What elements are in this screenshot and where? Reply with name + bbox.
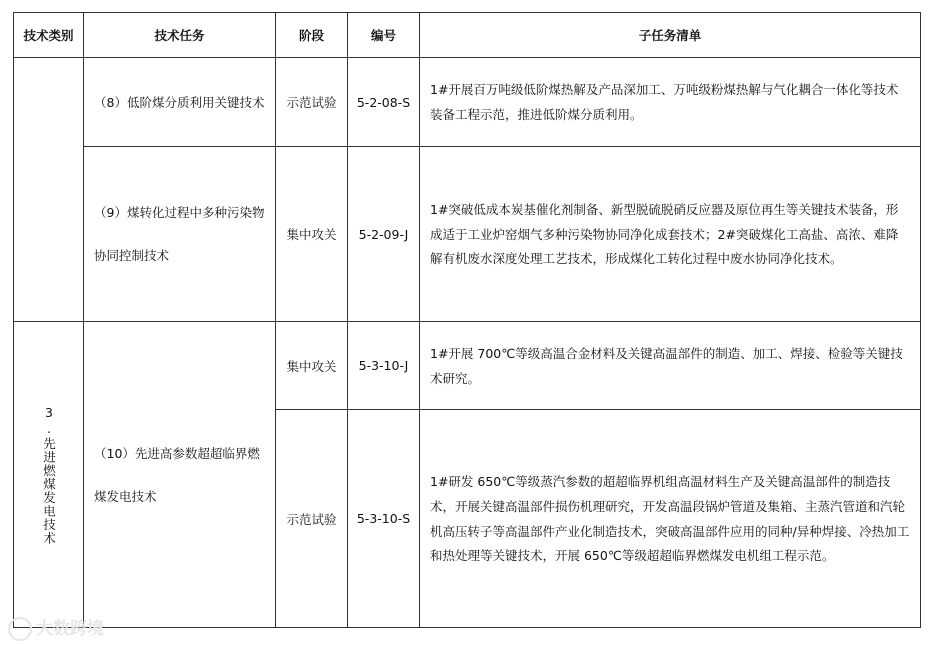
watermark — [8, 614, 104, 641]
header-code: 编号 — [348, 13, 420, 58]
header-subtasks: 子任务清单 — [420, 13, 921, 58]
code-cell: 5-2-08-S — [348, 58, 420, 147]
watermark-text: 大数跨境 — [36, 619, 104, 639]
header-category: 技术类别 — [14, 13, 84, 58]
category-cell-empty — [14, 58, 84, 322]
stage-cell: 集中攻关 — [276, 147, 348, 322]
task-cell: （8）低阶煤分质利用关键技术 — [84, 58, 276, 147]
stage-cell: 示范试验 — [276, 58, 348, 147]
subtasks-cell: 1#突破低成本炭基催化剂制备、新型脱硫脱硝反应器及原位再生等关键技术装备，形成适于工业炉窑烟气多种污染物协同净化成套技术；2#突破煤化工高盐、高浓、难降解有机废水深度处理工艺技术，形成煤化工转化过程中废水协同净化技术。 — [420, 147, 921, 322]
table-row — [14, 322, 921, 410]
watermark-logo-icon — [8, 617, 32, 641]
header-row — [14, 13, 921, 58]
category-cell — [14, 322, 84, 628]
task-cell: （10）先进高参数超超临界燃煤发电技术 — [84, 322, 276, 628]
tech-task-table — [13, 12, 921, 628]
task-cell: （9）煤转化过程中多种污染物协同控制技术 — [84, 147, 276, 322]
subtasks-cell: 1#开展 700℃等级高温合金材料及关键高温部件的制造、加工、焊接、检验等关键技术研究。 — [420, 322, 921, 410]
stage-cell: 集中攻关 — [276, 322, 348, 410]
table-row — [14, 58, 921, 147]
code-cell: 5-2-09-J — [348, 147, 420, 322]
table-row — [14, 147, 921, 322]
subtasks-cell: 1#研发 650℃等级蒸汽参数的超超临界机组高温材料生产及关键高温部件的制造技术，开展关键高温部件损伤机理研究，开发高温段锅炉管道及集箱、主蒸汽管道和汽轮机高压转子等高温部件产业化制造技术，突破高温部件应用的同种/异种焊接、冷热加工和热处理等关键技术，开展 650℃等级超超临界燃煤发电机组工程示范。 — [420, 410, 921, 628]
code-cell: 5-3-10-J — [348, 322, 420, 410]
header-stage: 阶段 — [276, 13, 348, 58]
code-cell: 5-3-10-S — [348, 410, 420, 628]
category-label: 3.先进燃煤发电技术 — [41, 404, 57, 545]
stage-cell: 示范试验 — [276, 410, 348, 628]
subtasks-cell: 1#开展百万吨级低阶煤热解及产品深加工、万吨级粉煤热解与气化耦合一体化等技术装备工程示范，推进低阶煤分质利用。 — [420, 58, 921, 147]
header-task: 技术任务 — [84, 13, 276, 58]
